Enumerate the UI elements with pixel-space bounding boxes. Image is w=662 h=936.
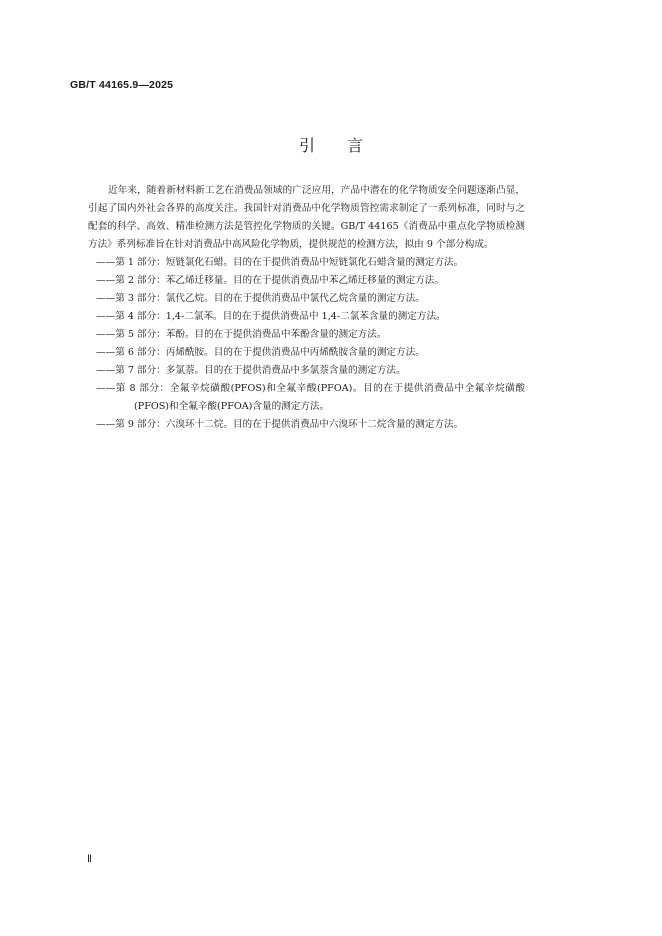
intro-paragraph: 近年来，随着新材料新工艺在消费品领域的广泛应用，产品中潜在的化学物质安全问题逐渐凸显，引起了国内外社会各界的高度关注。我国针对消费品中化学物质管控需求制定了一系列标准，同时与之配套的科学、高效、精准检测方法是管控化学物质的关键。GB/T 44165《消费品中重点化学物质检测方法》系列标准旨在针对消费品中高风险化学物质，提供规范的检测方法，拟由 9 个部分构成。 bbox=[88, 185, 525, 250]
page-title: 引 言 bbox=[298, 136, 363, 155]
list-item: ——第 4 部分：1,4-二氯苯。目的在于提供消费品中 1,4-二氯苯含量的测定方法。 bbox=[96, 311, 446, 322]
list-item: ——第 7 部分：多氯萘。目的在于提供消费品中多氯萘含量的测定方法。 bbox=[96, 365, 406, 376]
list-item: ——第 6 部分：丙烯酰胺。目的在于提供消费品中丙烯酰胺含量的测定方法。 bbox=[96, 347, 425, 358]
list-item: ——第 8 部分：全氟辛烷磺酸(PFOS)和全氟辛酸(PFOA)。目的在于提供消费品中全氟辛烷磺酸(PFOS)和全氟辛酸(PFOA)含量的测定方法。 bbox=[96, 383, 525, 412]
list-item: ——第 5 部分：苯酚。目的在于提供消费品中苯酚含量的测定方法。 bbox=[96, 329, 387, 340]
list-item: ——第 2 部分：苯乙烯迁移量。目的在于提供消费品中苯乙烯迁移量的测定方法。 bbox=[96, 275, 444, 286]
parts-list bbox=[88, 254, 525, 434]
list-item: ——第 3 部分：氯代乙烷。目的在于提供消费品中氯代乙烷含量的测定方法。 bbox=[96, 293, 425, 304]
page-number: Ⅱ bbox=[87, 854, 92, 865]
document-body bbox=[88, 182, 525, 434]
list-item: ——第 9 部分：六溴环十二烷。目的在于提供消费品中六溴环十二烷含量的测定方法。 bbox=[96, 419, 464, 430]
standard-number: GB/T 44165.9—2025 bbox=[70, 79, 174, 91]
list-item: ——第 1 部分：短链氯化石蜡。目的在于提供消费品中短链氯化石蜡含量的测定方法。 bbox=[96, 257, 464, 268]
